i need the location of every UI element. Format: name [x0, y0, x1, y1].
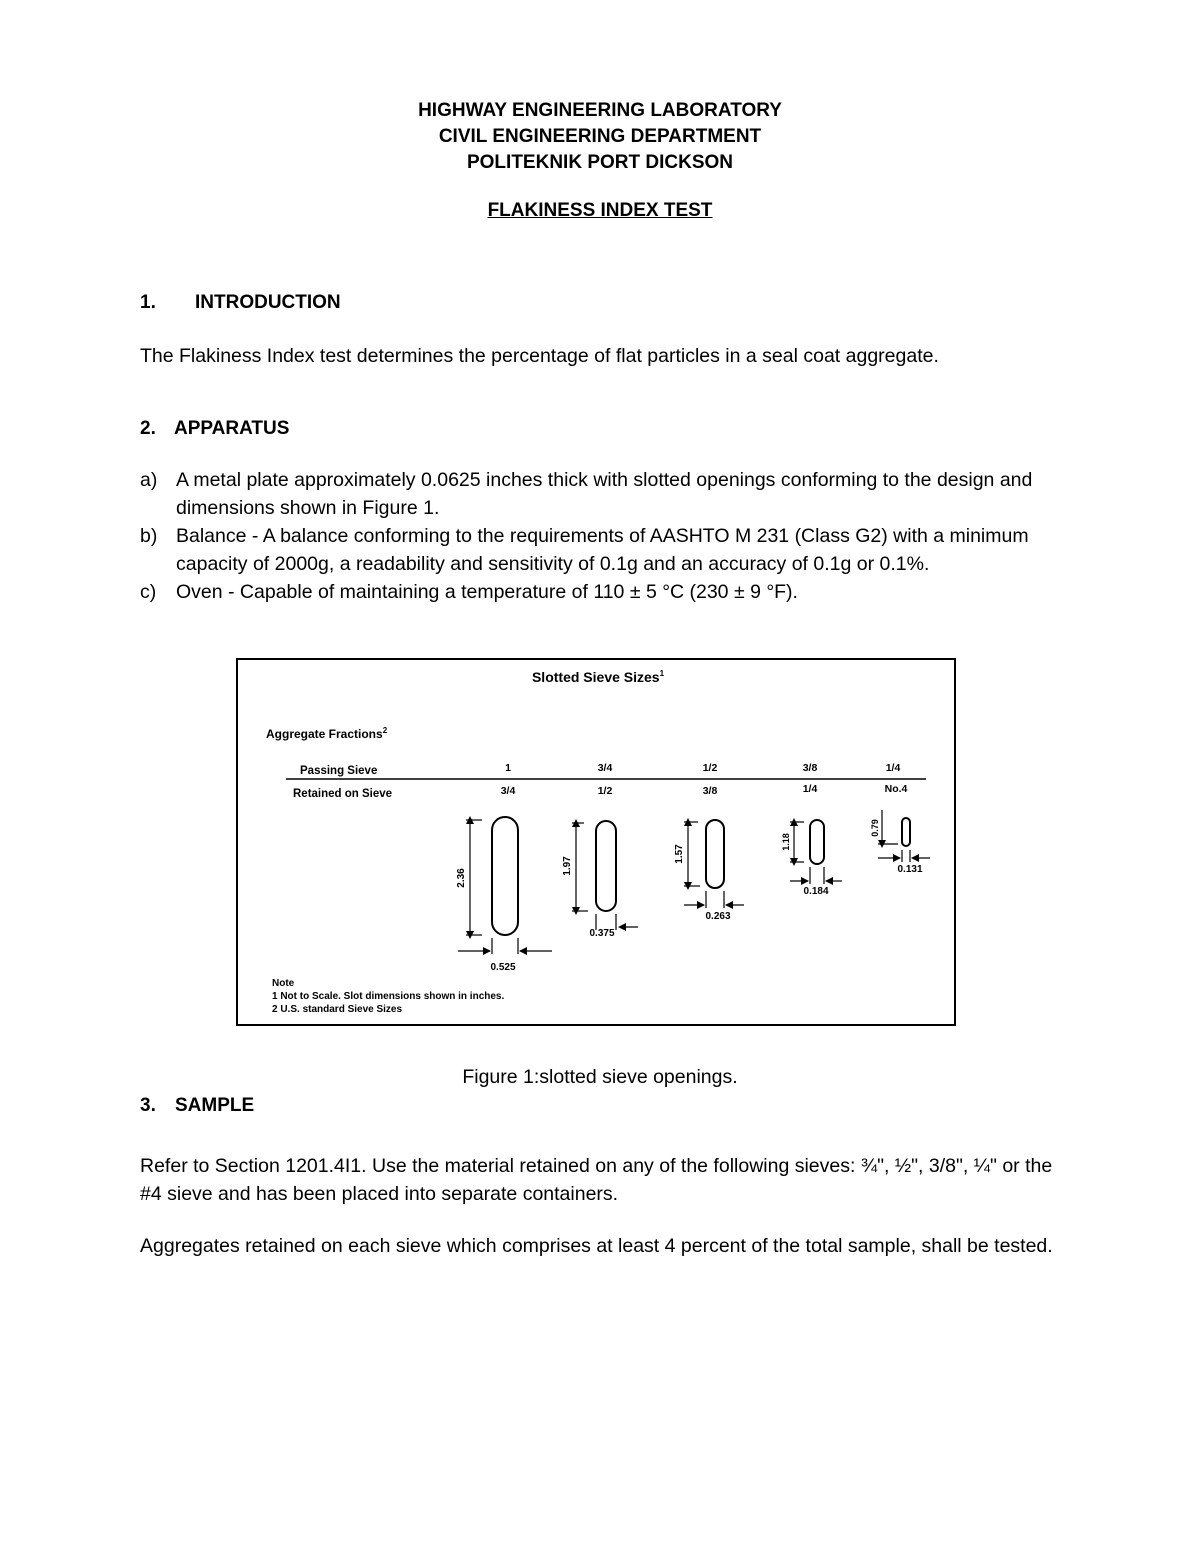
- slot-length-label: 1.97: [562, 856, 573, 876]
- list-item: [140, 578, 1070, 606]
- section-number: 3.: [140, 1095, 156, 1116]
- section-title: SAMPLE: [175, 1095, 255, 1116]
- list-item: [140, 522, 1070, 578]
- slot-width-label: 0.263: [705, 911, 731, 922]
- retained-value: 3/4: [500, 785, 516, 797]
- passing-value: 1/2: [702, 762, 718, 774]
- section-title: INTRODUCTION: [195, 292, 341, 313]
- slot-opening-4: [790, 820, 842, 884]
- header-line-3: POLITEKNIK PORT DICKSON: [466, 152, 733, 173]
- passing-sieve-label: Passing Sieve: [300, 765, 378, 777]
- slot-length-label: 1.57: [674, 844, 685, 864]
- document-title: FLAKINESS INDEX TEST: [487, 200, 713, 221]
- section-number: 1.: [140, 292, 156, 313]
- list-item-text: Oven - Capable of maintaining a temperature of 110 ± 5 °C (230 ± 9 °F).: [176, 581, 798, 603]
- header-line-2: CIVIL ENGINEERING DEPARTMENT: [438, 126, 762, 147]
- section-heading-introduction: [140, 292, 341, 314]
- passing-value: 1/4: [885, 762, 901, 774]
- sample-paragraph-2: Aggregates retained on each sieve which comprises at least 4 percent of the total sample, shall be tested.: [140, 1235, 1053, 1257]
- section-heading-sample: [140, 1095, 254, 1117]
- list-item-text: Balance - A balance conforming to the requirements of AASHTO M 231 (Class G2) with a minimum capacity of 2000g, a readability and sensitivity of 0.1g and an accuracy of 0.1g or 0.1%.: [176, 525, 1029, 575]
- dimension-arrows: [878, 840, 919, 862]
- dimension-arrows: [572, 819, 626, 931]
- slot-opening-5: [878, 810, 930, 862]
- sample-paragraph-1: Refer to Section 1201.4I1. Use the material retained on any of the following sieves: ¾", ½", 3/8", ¼" or the #4 sieve and has been placed into separate containers.: [140, 1155, 1053, 1205]
- header-line-1: HIGHWAY ENGINEERING LABORATORY: [418, 100, 782, 121]
- introduction-paragraph: The Flakiness Index test determines the percentage of flat particles in a seal coat aggregate.: [140, 345, 939, 367]
- document-header: [0, 98, 1200, 176]
- fractions-label: Aggregate Fractions$^2$: [266, 726, 388, 741]
- list-marker: b): [140, 525, 158, 547]
- note-title: Note: [272, 978, 295, 989]
- section-number: 2.: [140, 418, 156, 439]
- slot-width-label: 0.184: [803, 886, 829, 897]
- slot-width-label: 0.375: [589, 928, 615, 939]
- passing-value: 3/4: [597, 762, 613, 774]
- figure-caption: Figure 1:slotted sieve openings.: [462, 1066, 738, 1088]
- section-heading-apparatus: [140, 418, 289, 440]
- retained-sieve-label: Retained on Sieve: [293, 788, 393, 800]
- slot-width-label: 0.525: [490, 962, 516, 973]
- dimension-arrows: [684, 818, 733, 909]
- list-marker: c): [140, 581, 157, 603]
- list-marker: a): [140, 469, 158, 491]
- retained-value: 1/2: [597, 785, 613, 797]
- note-line-2: 2 U.S. standard Sieve Sizes: [272, 1004, 403, 1015]
- passing-value: 3/8: [802, 762, 818, 774]
- slot-opening-2: [572, 821, 638, 930]
- retained-value: No.4: [884, 783, 908, 795]
- figure-drawing: [238, 660, 954, 1024]
- list-item-text: A metal plate approximately 0.0625 inches thick with slotted openings conforming to the design and dimensions shown in Figure 1.: [176, 469, 1033, 519]
- note-line-1: 1 Not to Scale. Slot dimensions shown in inches.: [272, 991, 505, 1002]
- figure-slotted-sieve-sizes: [236, 658, 956, 1026]
- slot-width-label: 0.131: [897, 864, 923, 875]
- retained-value: 3/8: [702, 785, 718, 797]
- slot-length-label: 2.36: [456, 868, 467, 888]
- figure-title: Slotted Sieve Sizes$^1$: [531, 669, 665, 685]
- list-item: [140, 466, 1070, 522]
- apparatus-list: [140, 466, 1070, 606]
- section-title: APPARATUS: [174, 418, 290, 439]
- slot-opening-3: [684, 820, 744, 908]
- slot-length-label: 0.79: [870, 819, 880, 837]
- passing-value: 1: [505, 762, 511, 774]
- slot-length-label: 1.18: [781, 833, 791, 851]
- retained-value: 1/4: [802, 783, 818, 795]
- dimension-arrows: [790, 818, 833, 885]
